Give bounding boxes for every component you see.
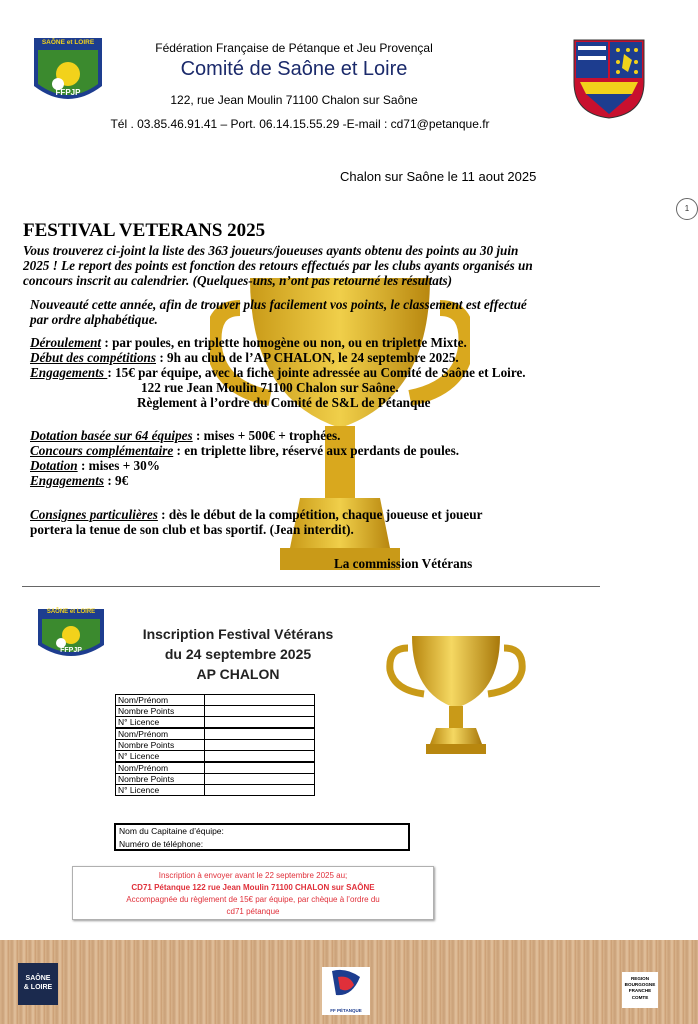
dotation-line — [30, 428, 459, 443]
table-row — [116, 751, 315, 763]
ff-petanque-emblem-icon — [322, 967, 370, 1003]
notice-line-2: CD71 Pétanque 122 rue Jean Moulin 71100 CHALON sur SAÔNE — [131, 883, 375, 892]
player1-points-field[interactable] — [205, 706, 315, 717]
complementaire-label: Concours complémentaire — [30, 443, 174, 458]
player1-licence-label: N° Licence — [116, 717, 205, 729]
intro-paragraph — [23, 243, 533, 288]
player1-licence-field[interactable] — [205, 717, 315, 729]
burgundy-coat-of-arms — [572, 38, 646, 120]
notice-line-3: Accompagnée du règlement de 15€ par équipe, par chèque à l’ordre du — [126, 895, 380, 904]
saone-loire-sponsor-logo — [18, 963, 58, 1005]
inscription-title-line-2: du 24 septembre 2025 — [164, 646, 312, 662]
player2-points-field[interactable] — [205, 740, 315, 751]
player2-name-label: Nom/Prénom — [116, 728, 205, 740]
inscription-title-line-1: Inscription Festival Vétérans — [142, 626, 334, 642]
dotation2-label: Dotation — [30, 458, 78, 473]
player3-points-label: Nombre Points — [116, 774, 205, 785]
consignes-block — [30, 507, 482, 537]
committee-name: Comité de Saône et Loire — [180, 58, 408, 80]
dotation2-line — [30, 458, 459, 473]
engagements-label: Engagements — [30, 365, 108, 380]
section-divider — [22, 586, 600, 587]
region-line-1: REGION — [630, 976, 650, 981]
player3-licence-field[interactable] — [205, 785, 315, 796]
registration-table — [115, 694, 315, 796]
phone-label: Numéro de téléphone: — [119, 839, 204, 849]
player3-name-label: Nom/Prénom — [116, 762, 205, 774]
reglement-line: Règlement à l’ordre du Comité de S&L de Pétanque — [137, 395, 431, 410]
intro-line-1: Vous trouverez ci-joint la liste des 363 joueurs/joueuses ayants obtenu des points au 30 juin — [23, 243, 519, 258]
table-row — [116, 740, 315, 751]
federation-name: Fédération Française de Pétanque et Jeu Provençal — [155, 41, 433, 55]
form-logo-top-text: SAÔNE et LOIRE — [46, 609, 96, 615]
debut-label: Début des compétitions — [30, 350, 157, 365]
festival-title: FESTIVAL VETERANS 2025 — [23, 220, 266, 241]
table-row — [116, 762, 315, 774]
novelty-paragraph — [30, 297, 527, 327]
complementaire-text: : en triplette libre, réservé aux perdants de poules. — [173, 443, 460, 458]
ff-petanque-sponsor-logo — [322, 967, 370, 1015]
deroulement-label: Déroulement — [30, 335, 102, 350]
engagements-line — [30, 365, 526, 380]
table-row — [116, 728, 315, 740]
engagements-text: : 15€ par équipe, avec la fiche jointe adressée au Comité de Saône et Loire. — [107, 365, 526, 380]
page-number-text: 1 — [684, 204, 690, 213]
table-row — [116, 785, 315, 796]
player2-points-label: Nombre Points — [116, 740, 205, 751]
deroulement-line — [30, 335, 526, 350]
table-row — [116, 706, 315, 717]
captain-label: Nom du Capitaine d’équipe: — [119, 826, 224, 836]
captain-box[interactable] — [114, 823, 410, 851]
ffpjp-logo-top-text: SAÔNE et LOIRE — [41, 39, 95, 46]
intro-line-3: concours inscrit au calendrier. (Quelques-uns, n’ont pas retourné les résultats) — [23, 273, 453, 288]
consignes-line — [30, 507, 482, 522]
player3-licence-label: N° Licence — [116, 785, 205, 796]
details-block — [30, 335, 526, 410]
trophy-icon — [386, 628, 526, 758]
complementaire-line — [30, 443, 459, 458]
form-ffpjp-logo — [36, 607, 106, 665]
dotation2-text: : mises + 30% — [77, 458, 160, 473]
table-row — [116, 774, 315, 785]
region-sponsor-logo — [622, 972, 658, 1008]
novelty-line-2: par ordre alphabétique. — [30, 312, 158, 327]
form-logo-bottom-text: FFPJP — [60, 647, 82, 654]
signature: La commission Vétérans — [334, 556, 473, 571]
dotation-label: Dotation basée sur 64 équipes — [30, 428, 193, 443]
debut-line — [30, 350, 526, 365]
consignes-text: : dès le début de la compétition, chaque joueuse et joueur — [157, 507, 483, 522]
deroulement-text: : par poules, en triplette homogène ou non, ou en triplette Mixte. — [101, 335, 467, 350]
player2-licence-field[interactable] — [205, 751, 315, 763]
intro-line-2: 2025 ! Le report des points est fonction des retours effectués par les clubs ayants organisés un — [23, 258, 533, 273]
notice-box — [72, 866, 434, 920]
sponsor-left-top: SAÔNE — [25, 975, 51, 982]
player1-name-field[interactable] — [205, 695, 315, 706]
region-line-3: FRANCHE — [628, 988, 652, 994]
novelty-line-1: Nouveauté cette année, afin de trouver plus facilement vos points, le classement est effectué — [30, 297, 527, 312]
player1-points-label: Nombre Points — [116, 706, 205, 717]
page-number-badge — [676, 198, 698, 220]
player3-name-field[interactable] — [205, 762, 315, 774]
committee-contact: Tél . 03.85.46.91.41 – Port. 06.14.15.55.29 -E-mail : cd71@petanque.fr — [110, 117, 490, 131]
inscription-title-line-3: AP CHALON — [196, 666, 280, 682]
table-row — [116, 695, 315, 706]
table-row — [116, 717, 315, 729]
engagements2-label: Engagements — [30, 473, 105, 488]
region-line-2: BOURGOGNE — [624, 982, 656, 988]
dotation-block — [30, 428, 459, 488]
player2-name-field[interactable] — [205, 728, 315, 740]
date-line: Chalon sur Saône le 11 aout 2025 — [340, 169, 537, 184]
consignes-label: Consignes particulières — [30, 507, 158, 522]
region-line-4: COMTE — [631, 994, 649, 1000]
notice-line-4: cd71 pétanque — [226, 907, 280, 916]
sponsor-mid-text: FF PÉTANQUE — [330, 1008, 362, 1013]
player2-licence-label: N° Licence — [116, 751, 205, 763]
player1-name-label: Nom/Prénom — [116, 695, 205, 706]
address-line: 122 rue Jean Moulin 71100 Chalon sur Saône. — [141, 380, 399, 395]
committee-address: 122, rue Jean Moulin 71100 Chalon sur Saône — [170, 93, 418, 107]
engagements2-text: : 9€ — [104, 473, 129, 488]
notice-line-1: Inscription à envoyer avant le 22 septembre 2025 au; — [158, 871, 348, 880]
dotation-text: : mises + 500€ + trophées. — [192, 428, 341, 443]
inscription-title — [118, 624, 358, 684]
consignes-line-2: portera la tenue de son club et bas sportif. (Jean interdit). — [30, 522, 354, 537]
player3-points-field[interactable] — [205, 774, 315, 785]
sponsor-left-bottom: & LOIRE — [23, 984, 53, 991]
engagements2-line — [30, 473, 459, 488]
debut-text: : 9h au club de l’AP CHALON, le 24 septembre 2025. — [156, 350, 459, 365]
ffpjp-logo-bottom-text: FFPJP — [55, 88, 81, 97]
